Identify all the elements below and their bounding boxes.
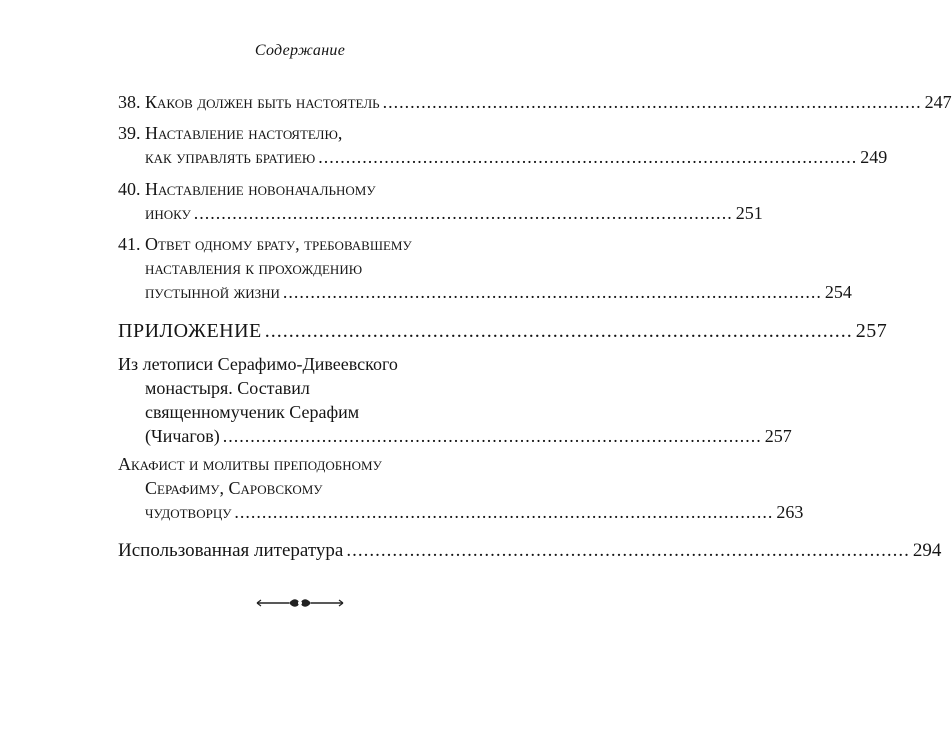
toc-entry-38 bbox=[118, 90, 952, 114]
toc-page-number: 263 bbox=[776, 502, 804, 522]
toc-entry-title: 40. Наставление новоначальному bbox=[118, 179, 376, 199]
toc-page-number: 247 bbox=[924, 92, 952, 112]
toc-entry-title: 39. Наставление настоятелю, bbox=[118, 123, 343, 143]
toc-page-number: 294 bbox=[912, 540, 942, 561]
toc-entry-title: 38. Каков должен быть настоятель bbox=[118, 92, 380, 112]
leader-dots: .................................................................................................. bbox=[282, 282, 822, 302]
toc-entry-39 bbox=[118, 121, 888, 169]
toc-entry-title-cont: священномученик Серафим bbox=[145, 402, 360, 422]
toc-entry-title-cont: наставления к прохождению bbox=[145, 258, 363, 278]
page-header: Содержание bbox=[254, 42, 346, 59]
toc-page-number: 257 bbox=[855, 320, 888, 342]
leader-dots: .................................................................................................. bbox=[193, 203, 733, 223]
decorative-flourish-icon bbox=[255, 596, 345, 610]
toc-entry-bibliography bbox=[118, 539, 942, 563]
toc-entry-akathist bbox=[118, 452, 804, 524]
toc-section-title: ПРИЛОЖЕНИЕ bbox=[118, 320, 262, 342]
toc-entry-appendix bbox=[118, 319, 888, 343]
leader-dots: .................................................................................................. bbox=[318, 147, 858, 167]
toc-entry-chronicle bbox=[118, 352, 792, 448]
toc-entry-41 bbox=[118, 232, 852, 304]
toc-entry-40 bbox=[118, 177, 763, 225]
toc-page-number: 251 bbox=[735, 203, 763, 223]
leader-dots: .................................................................................................. bbox=[346, 540, 910, 561]
leader-dots: .................................................................................................. bbox=[382, 92, 922, 112]
leader-dots: .................................................................................................. bbox=[222, 426, 762, 446]
toc-entry-title-cont: (Чичагов) bbox=[145, 426, 220, 446]
toc-entry-title-cont: иноку bbox=[145, 203, 191, 223]
leader-dots: .................................................................................................. bbox=[234, 502, 774, 522]
toc-page-number: 254 bbox=[824, 282, 852, 302]
toc-entry-title: Использованная литература bbox=[118, 540, 344, 561]
toc-entry-title-cont: как управлять братиею bbox=[145, 147, 316, 167]
toc-page-number: 249 bbox=[860, 147, 888, 167]
toc-entry-title-cont: пустынной жизни bbox=[145, 282, 280, 302]
leader-dots: .................................................................................................. bbox=[264, 320, 853, 342]
toc-entry-title: 41. Ответ одному брату, требовавшему bbox=[118, 234, 412, 254]
toc-entry-title: Из летописи Серафимо-Дивеевского bbox=[118, 354, 398, 374]
toc-entry-title-cont: чудотворцу bbox=[145, 502, 232, 522]
toc-entry-title-cont: Серафиму, Саровскому bbox=[145, 478, 323, 498]
toc-entry-title-cont: монастыря. Составил bbox=[145, 378, 310, 398]
toc-page-number: 257 bbox=[764, 426, 792, 446]
toc-entry-title: Акафист и молитвы преподобному bbox=[118, 454, 382, 474]
